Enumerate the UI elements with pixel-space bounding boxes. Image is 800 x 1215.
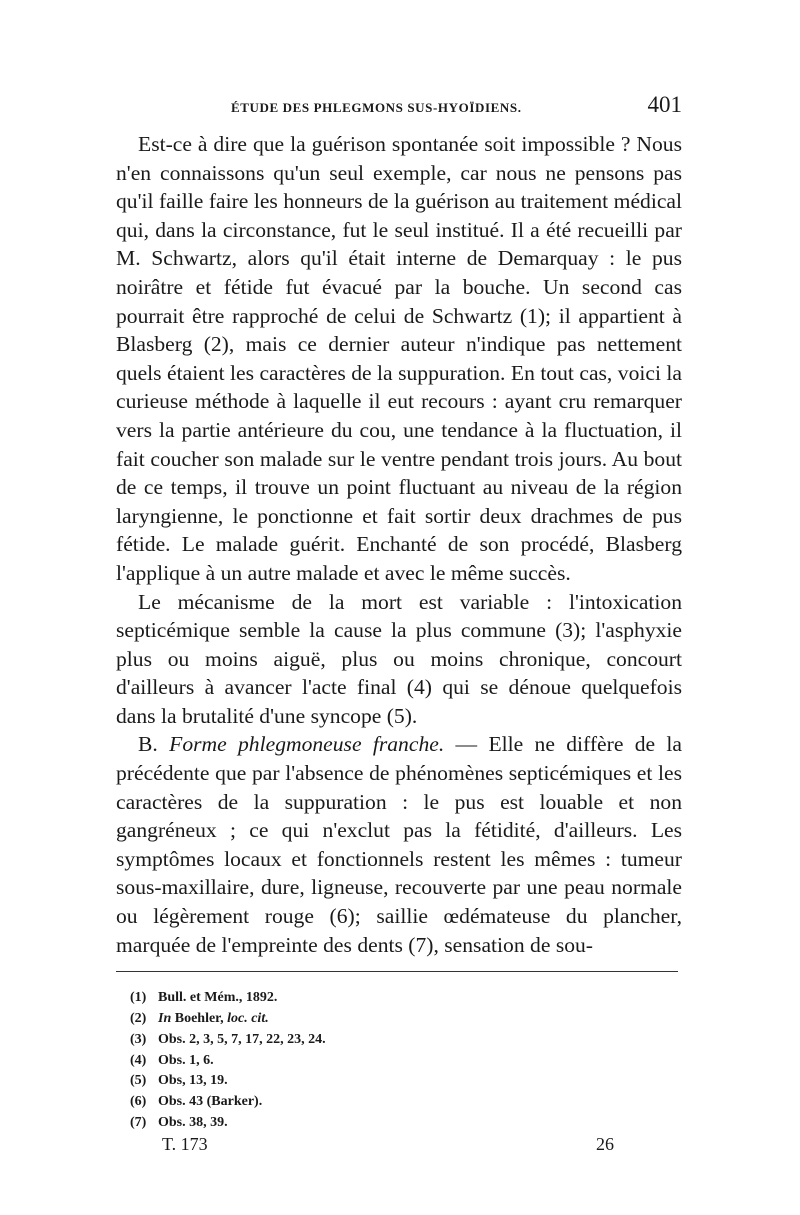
footnote-number: (1) — [130, 990, 147, 1006]
footnote-text-italic: loc. cit. — [227, 1011, 269, 1027]
section-heading: Forme phlegmoneuse franche. — [169, 732, 445, 757]
footnote — [130, 1071, 682, 1092]
running-head — [116, 92, 682, 130]
footnote-number: (2) — [130, 1011, 147, 1027]
paragraph — [116, 130, 682, 588]
footnote-text: Obs, 13, 19. — [158, 1073, 228, 1089]
paragraph-text: Le mécanisme de la mort est variable : l'intoxication septicémique semble la cause la plus commune (3); l'asphyxie plus ou moins aiguë, plus ou moins chronique, concourt d'ailleurs à avancer l'acte final (4) qui se dénoue quelquefois dans la brutalité d'une syncope (5). — [116, 589, 682, 728]
footnote-number: (5) — [130, 1073, 147, 1089]
volume-mark: T. 173 — [162, 1133, 208, 1154]
paragraph — [116, 730, 682, 959]
footnote-text-italic: In — [158, 1011, 172, 1027]
signature-line — [116, 1134, 682, 1160]
footnote-text: Obs. 43 (Barker). — [158, 1094, 263, 1110]
footnote — [130, 1051, 682, 1072]
footnote-number: (7) — [130, 1115, 147, 1130]
footnote-text: Boehler, — [171, 1011, 228, 1027]
paragraph-text: Est-ce à dire que la guérison spontanée soit impossible ? Nous n'en connaissons qu'un seul exemple, car nous ne pensons pas qu'il faille faire les honneurs de la guérison au traitement médical qui, dans la circonstance, fut le seul institué. Il a été recueilli par M. Schwartz, alors qu'il était interne de Demarquay : le pus noirâtre et fétide fut évacué par la bouche. Un second cas pourrait être rapproché de celui de Schwartz (1); il appartient à Blasberg (2), mais ce dernier auteur n'indique pas nettement quels étaient les caractères de la suppuration. En tout cas, voici la curieuse méthode à laquelle il eut recours : ayant cru remarquer vers la partie antérieure du cou, une tendance à la fluctuation, il fait coucher son malade sur le ventre pendant trois jours. Au bout de ce temps, il trouve un point fluctuant au niveau de la région laryngienne, le ponctionne et fait sortir deux drachmes de pus fétide. Le malade guérit. Enchanté de son procédé, Blasberg l'applique à un autre malade et avec le même succès. — [116, 132, 682, 585]
footnotes — [116, 988, 682, 1134]
paragraph — [116, 588, 682, 731]
footnote-number: (6) — [130, 1094, 147, 1110]
footnote — [130, 1092, 682, 1113]
footnote-text: Obs. 1, 6. — [158, 1052, 214, 1068]
footnote — [130, 1113, 682, 1134]
sheet-number: 26 — [596, 1133, 614, 1154]
footnote-number: (3) — [130, 1031, 147, 1047]
footnote-text: Obs. 38, 39. — [158, 1115, 228, 1130]
footnote — [130, 988, 682, 1009]
section-letter: B. — [138, 732, 170, 757]
footnote-number: (4) — [130, 1052, 147, 1068]
footnote-rule — [116, 971, 678, 972]
footnote — [130, 1030, 682, 1051]
running-head-title: ÉTUDE DES PHLEGMONS SUS-HYOÏDIENS. — [231, 100, 522, 115]
footnote — [130, 1009, 682, 1030]
footnote-text: Obs. 2, 3, 5, 7, 17, 22, 23, 24. — [158, 1031, 326, 1047]
body-text — [116, 130, 682, 959]
paragraph-text: — Elle ne diffère de la précédente que par l'absence de phénomènes septicémiques et les caractères de la suppuration : le pus est louable et non gangréneux ; ce qui n'exclut pas la fétidité, d'ailleurs. Les symptômes locaux et fonctionnels restent les mêmes : tumeur sous-maxillaire, dure, ligneuse, recouverte par une peau normale ou légèrement rouge (6); saillie œdémateuse du plancher, marquée de l'empreinte des dents (7), sensation de sou- — [116, 732, 682, 957]
book-page — [116, 92, 682, 1160]
footnote-text: Bull. et Mém., 1892. — [158, 990, 278, 1006]
page-number: 401 — [647, 92, 682, 117]
